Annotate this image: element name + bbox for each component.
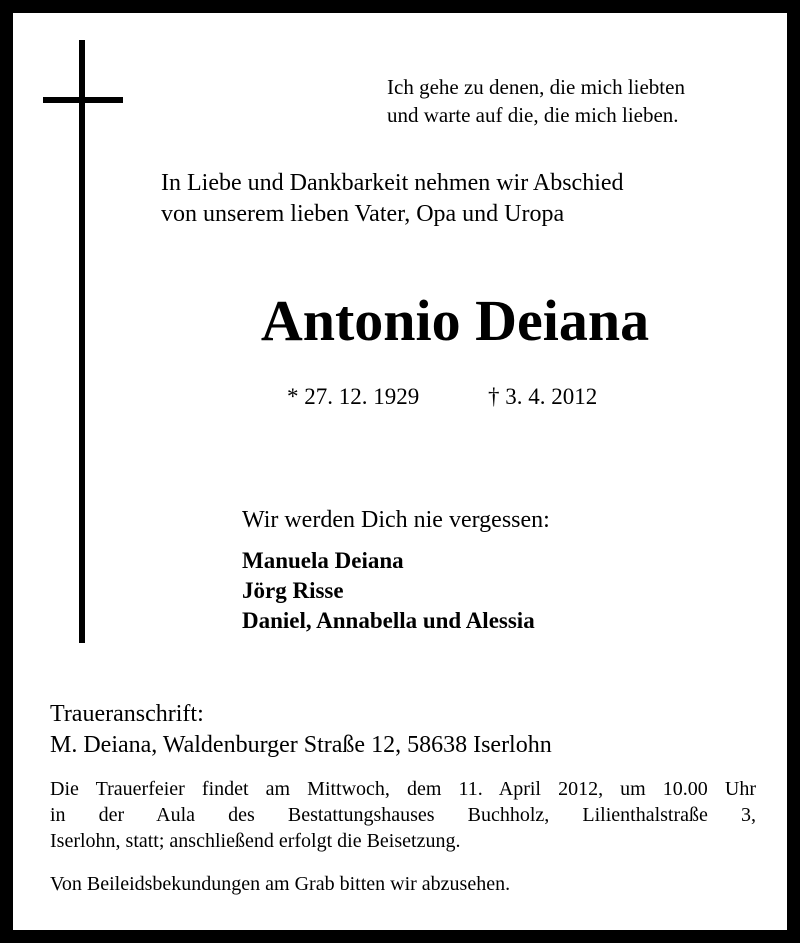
intro-text xyxy=(161,168,624,230)
cross-icon-horizontal-bar xyxy=(43,97,123,103)
ceremony-line-1: Die Trauerfeier findet am Mittwoch, dem 11. April 2012, um 10.00 Uhr xyxy=(50,778,756,800)
ceremony-line-2: in der Aula des Bestattungshauses Buchholz, Lilienthalstraße 3, xyxy=(50,804,756,826)
intro-line-2: von unserem lieben Vater, Opa und Uropa xyxy=(161,201,565,227)
birth-date: * 27. 12. 1929 xyxy=(287,384,420,409)
quote-line-2: und warte auf die, die mich lieben. xyxy=(387,103,679,127)
ceremony-line-3: Iserlohn, statt; anschließend erfolgt die Beisetzung. xyxy=(50,830,461,852)
mourner-name: Manuela Deiana xyxy=(242,548,404,573)
farewell-line: Wir werden Dich nie vergessen: xyxy=(242,507,550,533)
mourners-list xyxy=(242,546,535,636)
death-date: † 3. 4. 2012 xyxy=(488,384,598,409)
ceremony-notice xyxy=(50,776,756,854)
deceased-name: Antonio Deiana xyxy=(260,288,650,353)
mourner-name: Jörg Risse xyxy=(242,578,344,603)
address-label: Traueranschrift: xyxy=(50,701,204,727)
memorial-quote xyxy=(387,73,685,129)
condolence-request: Von Beileidsbekundungen am Grab bitten wir abzusehen. xyxy=(50,873,511,895)
quote-line-1: Ich gehe zu denen, die mich liebten xyxy=(387,75,685,99)
address-value: M. Deiana, Waldenburger Straße 12, 58638 Iserlohn xyxy=(50,732,552,758)
intro-line-1: In Liebe und Dankbarkeit nehmen wir Abschied xyxy=(161,170,624,196)
mourner-name: Daniel, Annabella und Alessia xyxy=(242,608,535,633)
